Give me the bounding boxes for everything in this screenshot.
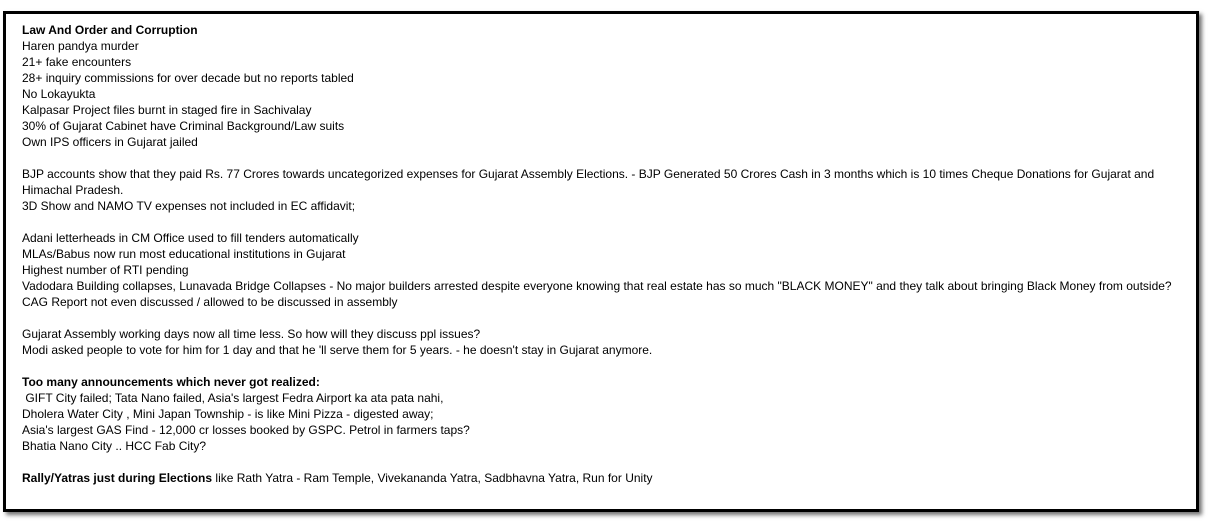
section-heading-announcements: Too many announcements which never got realized: <box>22 375 320 389</box>
rally-yatras-text: like Rath Yatra - Ram Temple, Vivekananda Yatra, Sadbhavna Yatra, Run for Unity <box>212 471 653 485</box>
document-frame <box>3 11 1199 512</box>
text-line: Haren pandya murder <box>22 39 139 53</box>
text-line: No Lokayukta <box>22 87 96 101</box>
text-line: 30% of Gujarat Cabinet have Criminal Background/Law suits <box>22 119 345 133</box>
text-line: MLAs/Babus now run most educational institutions in Gujarat <box>22 247 346 261</box>
text-paragraph: Vadodara Building collapses, Lunavada Bridge Collapses - No major builders arrested despite everyone knowing that real estate has so much "BLACK MONEY" and they talk about bringing Black Money from outside? <box>22 279 1172 293</box>
text-line: Gujarat Assembly working days now all time less. So how will they discuss ppl issues? <box>22 327 481 341</box>
section-heading-rally: Rally/Yatras just during Elections <box>22 471 213 485</box>
spacer <box>22 214 1188 230</box>
section-heading-law-order: Law And Order and Corruption <box>22 23 198 37</box>
text-paragraph: BJP accounts show that they paid Rs. 77 Crores towards uncategorized expenses for Gujarat Assembly Elections. - BJP Generated 50 Crores Cash in 3 months which is 10 times Cheque Donations for Gujarat and Himachal Pradesh. <box>22 167 1158 197</box>
text-line: Own IPS officers in Gujarat jailed <box>22 135 198 149</box>
rally-yatras-line <box>22 470 1188 486</box>
text-line: 3D Show and NAMO TV expenses not included in EC affidavit; <box>22 199 356 213</box>
text-line: Dholera Water City , Mini Japan Township - is like Mini Pizza - digested away; <box>22 407 434 421</box>
text-line: Bhatia Nano City .. HCC Fab City? <box>22 439 207 453</box>
document-content <box>22 22 1188 486</box>
text-line: 28+ inquiry commissions for over decade but no reports tabled <box>22 71 354 85</box>
text-line: Adani letterheads in CM Office used to fill tenders automatically <box>22 231 359 245</box>
spacer <box>22 150 1188 166</box>
text-line: Modi asked people to vote for him for 1 day and that he 'll serve them for 5 years. - he doesn't stay in Gujarat anymore. <box>22 343 653 357</box>
text-line: Asia's largest GAS Find - 12,000 cr losses booked by GSPC. Petrol in farmers taps? <box>22 423 470 437</box>
spacer <box>22 358 1188 374</box>
text-line: 21+ fake encounters <box>22 55 132 69</box>
text-line: Kalpasar Project files burnt in staged fire in Sachivalay <box>22 103 312 117</box>
spacer <box>22 454 1188 470</box>
text-line: Highest number of RTI pending <box>22 263 189 277</box>
text-line: CAG Report not even discussed / allowed to be discussed in assembly <box>22 295 398 309</box>
spacer <box>22 310 1188 326</box>
text-line: GIFT City failed; Tata Nano failed, Asia's largest Fedra Airport ka ata pata nahi, <box>22 391 444 405</box>
